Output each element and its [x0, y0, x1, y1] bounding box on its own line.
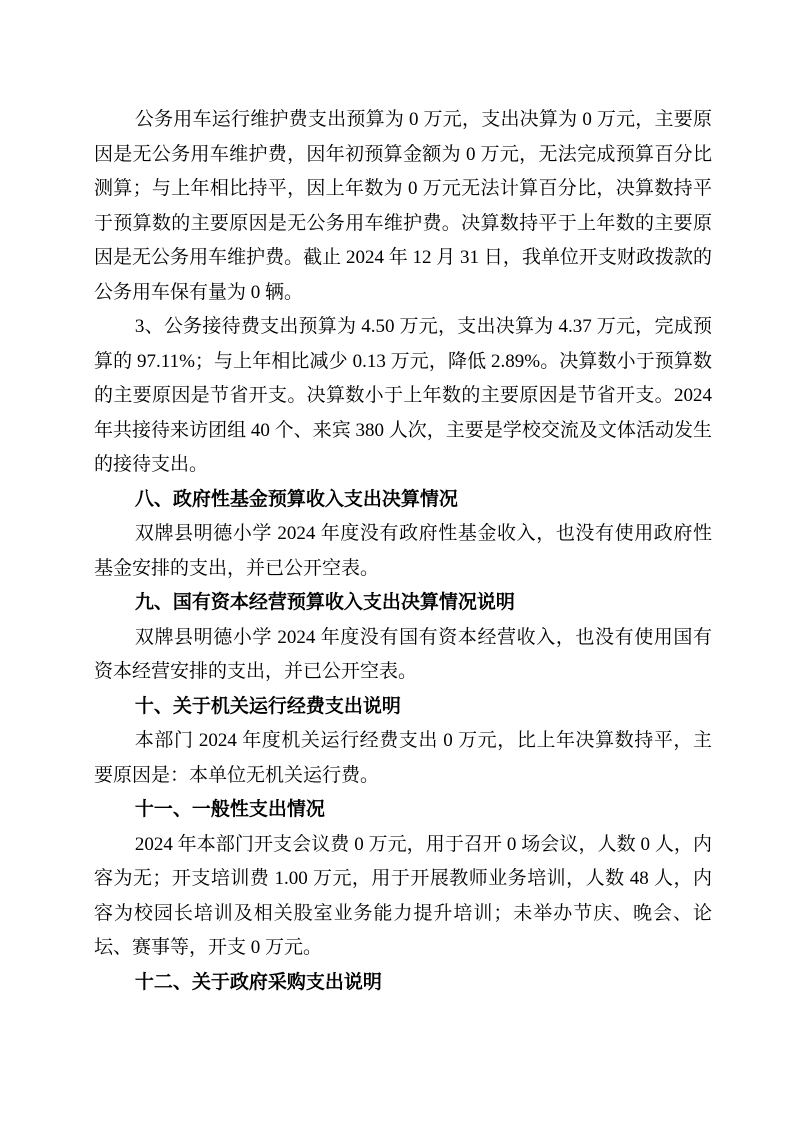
paragraph-state-capital-statement: 双牌县明德小学 2024 年度没有国有资本经营收入，也没有使用国有资本经营安排的支出，并已公开空表。 [94, 626, 712, 682]
paragraph-general-expenditure-statement: 2024 年本部门开支会议费 0 万元，用于召开 0 场会议，人数 0 人，内容为无；开支培训费 1.00 万元，用于开展教师业务培训，人数 48 人，内容为校园长培训及相关股室业务能力提升培训；未举办节庆、晚会、论坛、赛事等，开支 0 万元。 [94, 833, 712, 958]
heading-section-10-agency-operating-expense: 十、关于机关运行经费支出说明 [134, 695, 401, 717]
paragraph-agency-operating-expense-statement: 本部门 2024 年度机关运行经费支出 0 万元，比上年决算数持平，主要原因是：本单位无机关运行费。 [94, 730, 712, 786]
heading-section-12-government-procurement: 十二、关于政府采购支出说明 [134, 971, 382, 993]
document-content [94, 103, 712, 1000]
paragraph-official-vehicle-maintenance: 公务用车运行维护费支出预算为 0 万元，支出决算为 0 万元，主要原因是无公务用车维护费，因年初预算金额为 0 万元，无法完成预算百分比测算；与上年相比持平，因上年数为 0 万元无法计算百分比，决算数持平于预算数的主要原因是无公务用车维护费。决算数持平于上年数的主要原因是无公务用车维护费。截止 2024 年 12 月 31 日，我单位开支财政拨款的公务用车保有量为 0 辆。 [94, 109, 712, 303]
paragraph-government-fund-statement: 双牌县明德小学 2024 年度没有政府性基金收入，也没有使用政府性基金安排的支出，并已公开空表。 [94, 523, 712, 579]
heading-section-8-government-fund-budget: 八、政府性基金预算收入支出决算情况 [134, 488, 458, 510]
heading-section-11-general-expenditure: 十一、一般性支出情况 [134, 799, 325, 820]
paragraph-official-reception-expense: 3、公务接待费支出预算为 4.50 万元，支出决算为 4.37 万元，完成预算的 97.11%；与上年相比减少 0.13 万元，降低 2.89%。决算数小于预算数的主要原因是节省开支。决算数小于上年数的主要原因是节省开支。2024 年共接待来访团组 40 个、来宾 380 人次，主要是学校交流及文体活动发生的接待支出。 [94, 316, 712, 475]
heading-section-9-state-capital-operation: 九、国有资本经营预算收入支出决算情况说明 [134, 592, 515, 613]
